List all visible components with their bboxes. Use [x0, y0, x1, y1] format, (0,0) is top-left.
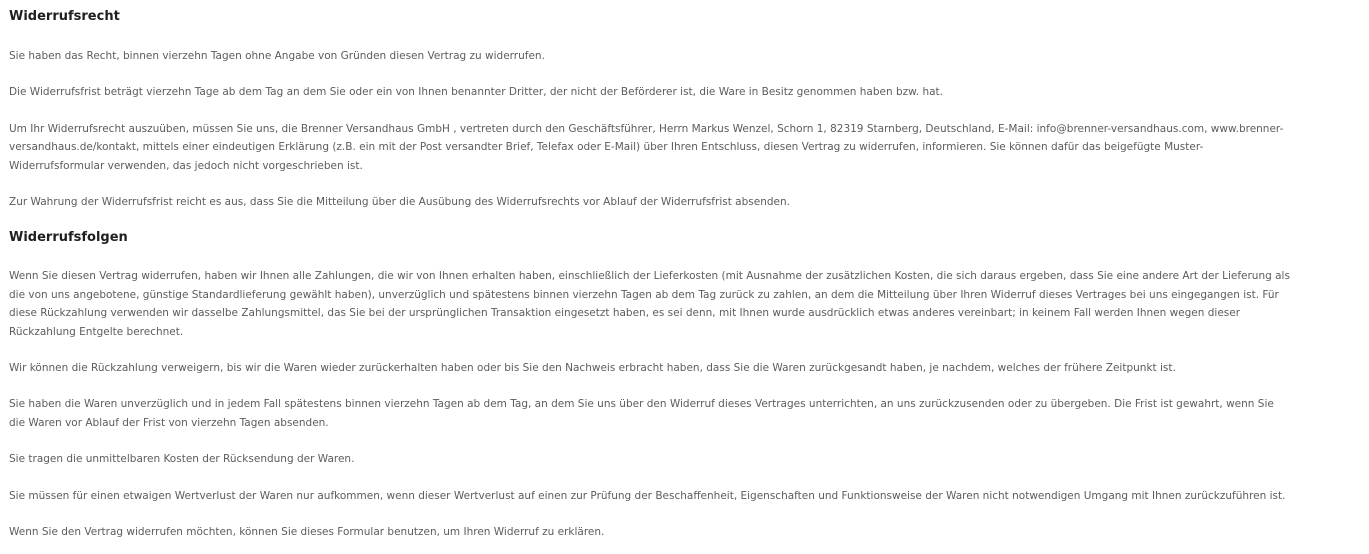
paragraph-folgen-line: Wenn Sie diesen Vertrag widerrufen, haben wir Ihnen alle Zahlungen, die wir von Ihnen erhalten haben, einschließlich der Lieferkosten (mit Ausnahme der zusätzlichen Kosten, die sich daraus ergeben, dass Sie eine andere Art der Lieferung als — [9, 270, 1290, 283]
paragraph-folgen-ruecksendung — [9, 395, 1360, 432]
paragraph-folgen-line: diese Rückzahlung verwenden wir dasselbe Zahlungsmittel, das Sie bei der ursprünglichen Transaktion eingesetzt haben, es sei denn, mit Ihnen wurde ausdrücklich etwas anderes vereinbart; in keinem Fall werden Ihnen wegen dieser — [9, 307, 1241, 320]
paragraph-folgen-line: Sie haben die Waren unverzüglich und in jedem Fall spätestens binnen vierzehn Tagen ab dem Tag, an dem Sie uns über den Widerruf dieses Vertrages unterrichten, an uns zurückzusenden oder zu übergeben. Die Frist ist gewahrt, wenn Sie — [9, 398, 1274, 411]
paragraph-folgen-formular: Wenn Sie den Vertrag widerrufen möchten, können Sie dieses Formular benutzen, um Ihren Widerruf zu erklären. — [9, 526, 605, 539]
paragraph-ausuebung — [9, 120, 1360, 175]
paragraph-folgen-verweigerung: Wir können die Rückzahlung verweigern, bis wir die Waren wieder zurückerhalten haben oder bis Sie den Nachweis erbracht haben, dass Sie die Waren zurückgesandt haben, je nachdem, welches der frühere Zeitpunkt ist. — [9, 362, 1176, 375]
paragraph-ausuebung-line: Widerrufsformular verwenden, das jedoch nicht vorgeschrieben ist. — [9, 159, 363, 172]
heading-widerrufsfolgen: Widerrufsfolgen — [9, 230, 128, 246]
paragraph-widerrufsfrist: Die Widerrufsfrist beträgt vierzehn Tage ab dem Tag an dem Sie oder ein von Ihnen benannter Dritter, der nicht der Beförderer ist, die Ware in Besitz genommen haben bzw. hat. — [9, 86, 944, 99]
paragraph-folgen-line: die von uns angebotene, günstige Standardlieferung gewählt haben), unverzüglich und spätestens binnen vierzehn Tagen ab dem Tag zurück zu zahlen, an dem die Mitteilung über Ihren Widerruf dieses Vertrages bei uns eingegangen ist. Für — [9, 288, 1279, 301]
paragraph-wahrung: Zur Wahrung der Widerrufsfrist reicht es aus, dass Sie die Mitteilung über die Ausübung des Widerrufsrechts vor Ablauf der Widerrufsfrist absenden. — [9, 196, 790, 209]
heading-widerrufsrecht: Widerrufsrecht — [9, 9, 120, 24]
paragraph-folgen-wertverlust: Sie müssen für einen etwaigen Wertverlust der Waren nur aufkommen, wenn dieser Wertverlust auf einen zur Prüfung der Beschaffenheit, Eigenschaften und Funktionsweise der Waren nicht notwendigen Umgang mit Ihnen zurückzuführen ist. — [9, 489, 1286, 502]
paragraph-recht: Sie haben das Recht, binnen vierzehn Tagen ohne Angabe von Gründen diesen Vertrag zu widerrufen. — [9, 50, 545, 62]
paragraph-folgen-kosten: Sie tragen die unmittelbaren Kosten der Rücksendung der Waren. — [9, 453, 355, 466]
paragraph-folgen-rueckzahlung — [9, 267, 1360, 341]
paragraph-folgen-line: die Waren vor Ablauf der Frist von vierzehn Tagen absenden. — [9, 416, 329, 429]
paragraph-ausuebung-line: Um Ihr Widerrufsrecht auszuüben, müssen Sie uns, die Brenner Versandhaus GmbH , vertreten durch den Geschäftsführer, Herrn Markus Wenzel, Schorn 1, 82319 Starnberg, Deutschland, E-Mail: info@brenner-versandhaus.com, www.brenner- — [9, 122, 1284, 135]
paragraph-folgen-line: Rückzahlung Entgelte berechnet. — [9, 325, 184, 338]
paragraph-ausuebung-line: versandhaus.de/kontakt, mittels einer eindeutigen Erklärung (z.B. ein mit der Post versandter Brief, Telefax oder E-Mail) über Ihren Entschluss, diesen Vertrag zu widerrufen, informieren. Sie können dafür das beigefügte Muster- — [9, 141, 1204, 154]
